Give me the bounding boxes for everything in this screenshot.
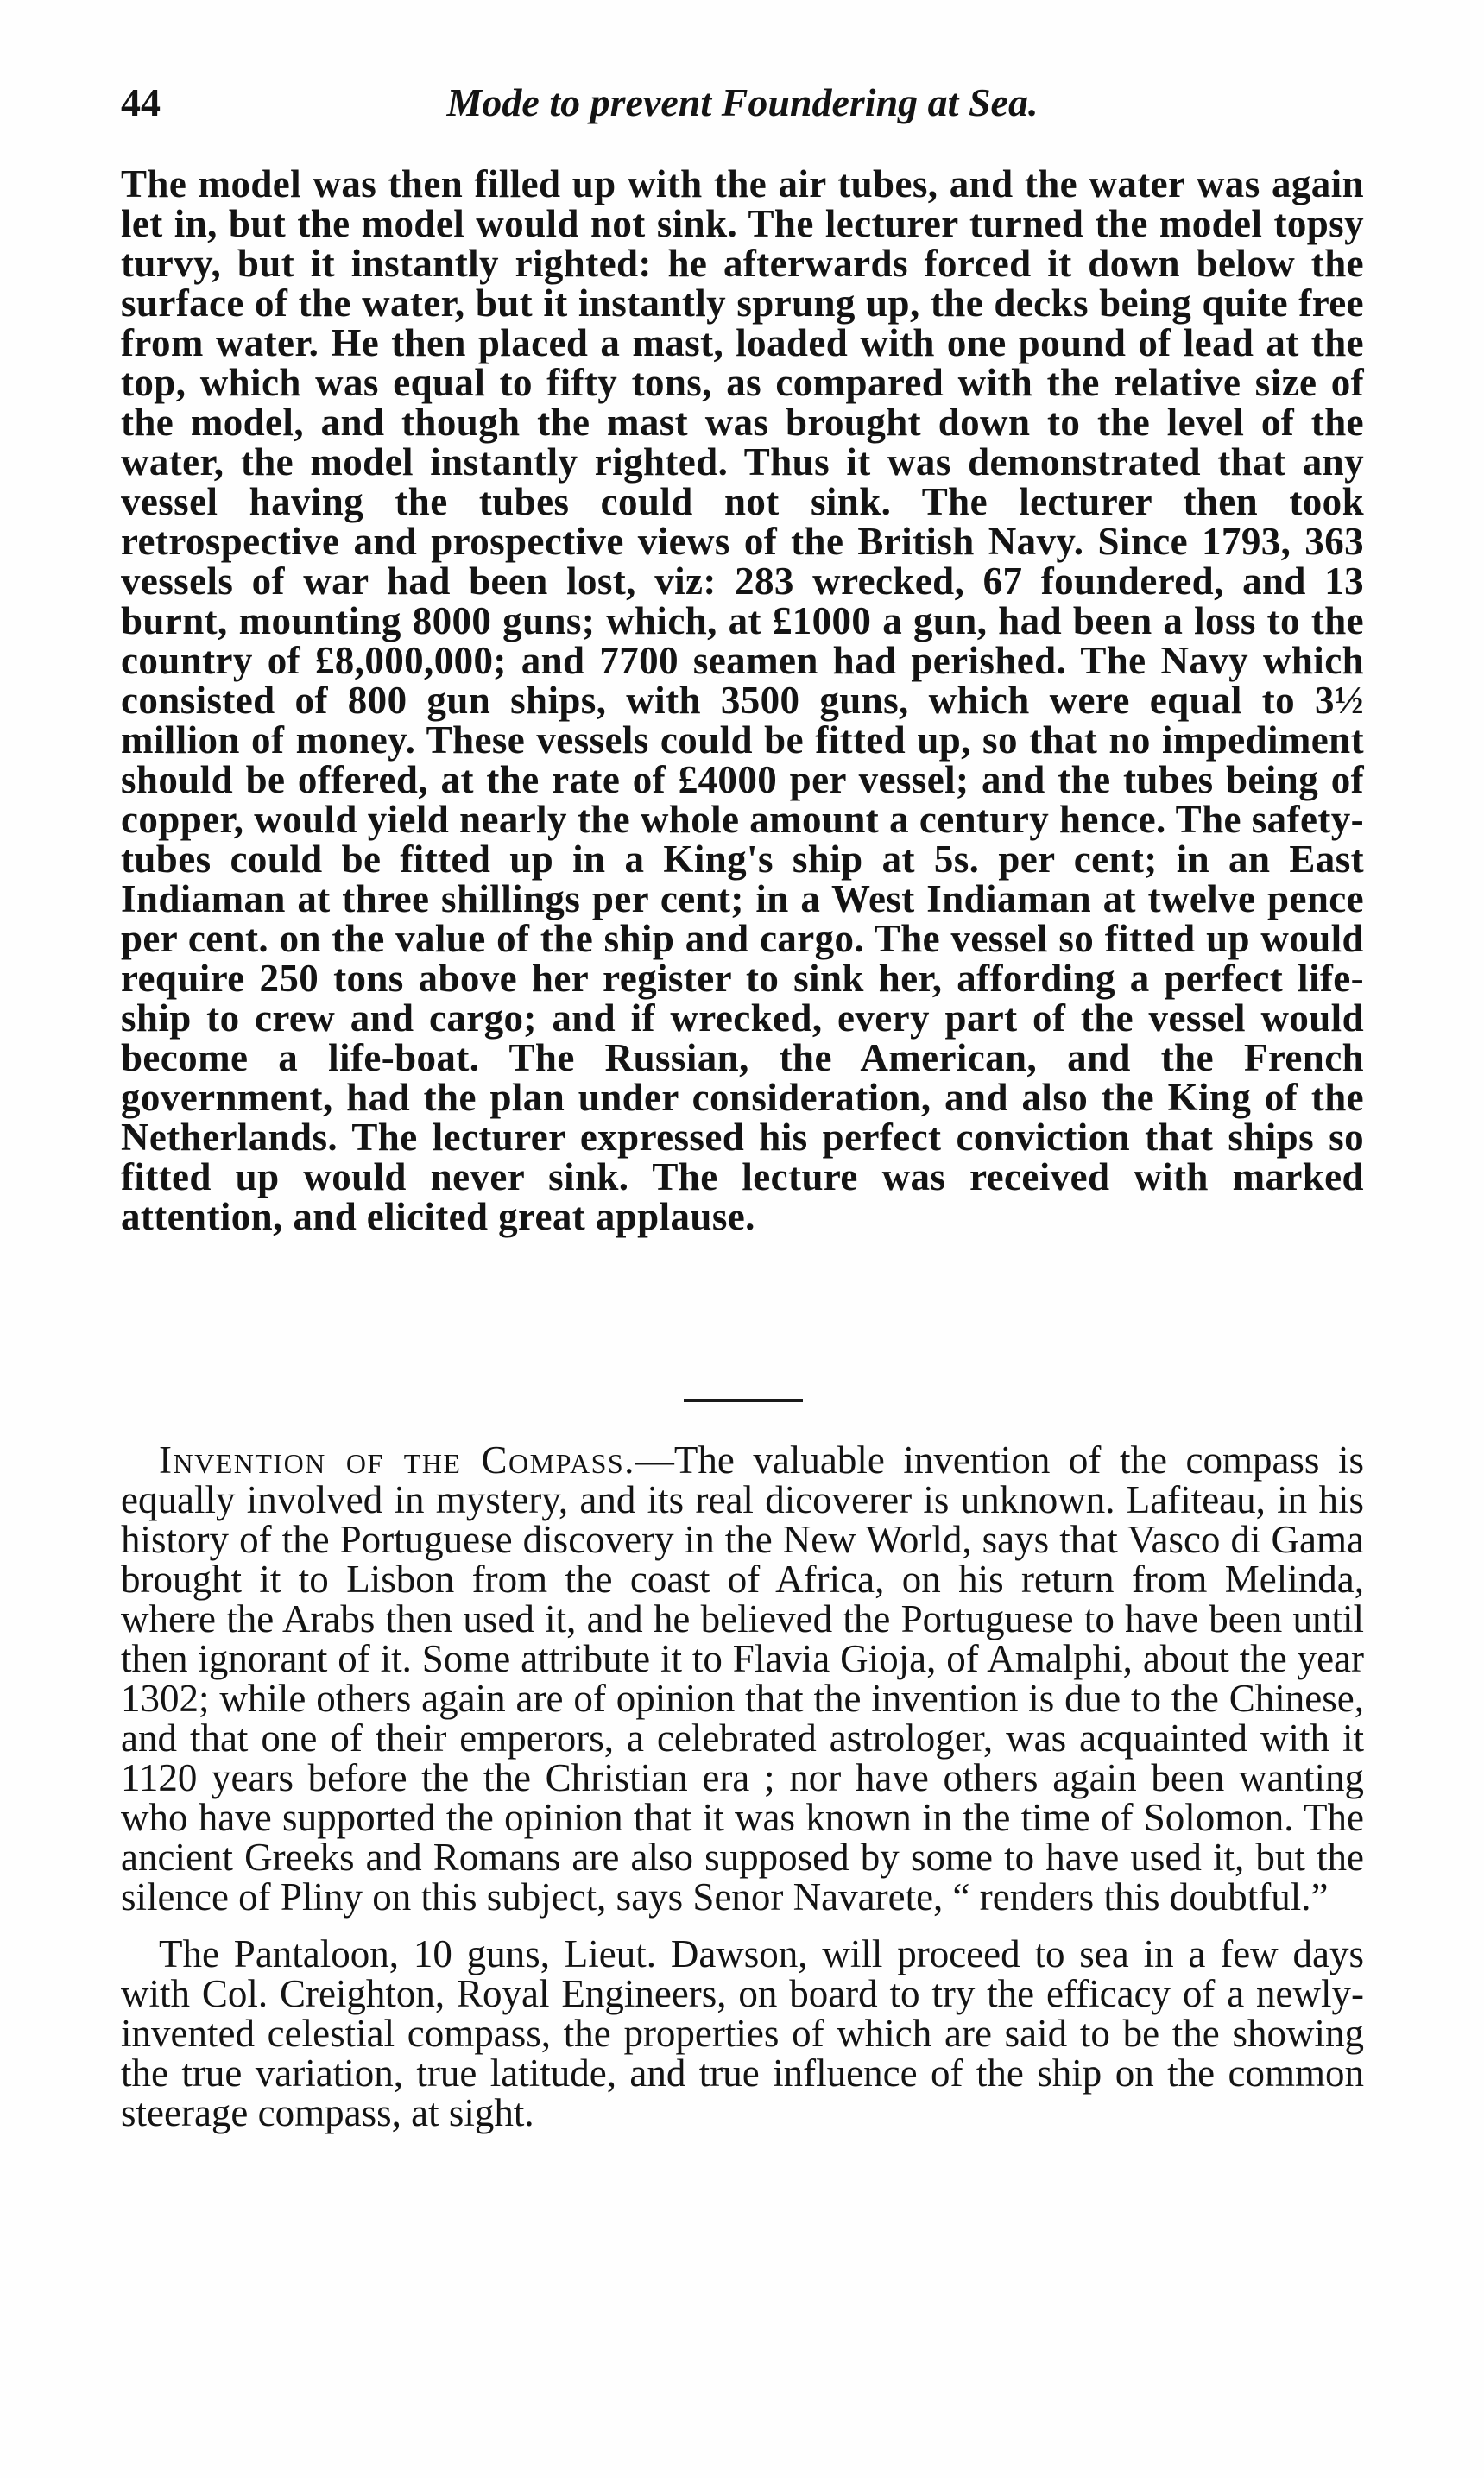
article-safety-tubes-text: The model was then filled up with the air tubes, and the water was again let in, but the model would not sink. The lecturer turned the model topsy turvy, but it instantly righted: he afterwards forced it down below the surface of the water, but it instantly sprung up, the decks being quite free from water. He then placed a mast, loaded with one pound of lead at the top, which was equal to fifty tons, as compared with the relative size of the model, and though the mast was brought down to the level of the water, the model instantly righted. Thus it was demonstrated that any vessel having the tubes could not sink. The lecturer then took retrospective and prospective views of the British Navy. Since 1793, 363 vessels of war had been lost, viz: 283 wrecked, 67 foundered, and 13 burnt, mounting 8000 guns; which, at £1000 a gun, had been a loss to the country of £8,000,000; and 7700 seamen had perished. The Navy which consisted of 800 gun ships, with 3500 guns, which were equal to 3½ million of money. These vessels could be fitted up, so that no impediment should be offered, at the rate of £4000 per vessel; and the tubes being of copper, would yield nearly the whole amount a century hence. The safety-tubes could be fitted up in a King's ship at 5s. per cent; in an East Indiaman at three shillings per cent; in a West Indiaman at twelve pence per cent. on the value of the ship and cargo. The vessel so fitted up would require 250 tons above her register to sink her, affording a perfect life-ship to crew and cargo; and if wrecked, every part of the vessel would become a life-boat. The Russian, the American, and the French government, had the plan under consideration, and also the King of the Netherlands. The lecturer expressed his perfect conviction that ships so fitted up would never sink. The lecture was received with marked attention, and elicited great applause.: [121, 162, 1364, 1238]
article-compass-history: [121, 1440, 1364, 1917]
article-safety-tubes: [121, 164, 1364, 1236]
article-compass-history-text: —The valuable invention of the compass is equally involved in mystery, and its real dicoverer is unknown. Lafiteau, in his history of the Portuguese discovery in the New World, says that Vasco di Gama brought it to Lisbon from the coast of Africa, on his return from Melinda, where the Arabs then used it, and he believed the Portuguese to have been until then ignorant of it. Some attribute it to Flavia Gioja, of Amalphi, about the year 1302; while others again are of opinion that the invention is due to the Chinese, and that one of their emperors, a celebrated astrologer, was acquainted with it 1120 years before the the Christian era ; nor have others again been wanting who have supported the opinion that it was known in the time of Solomon. The ancient Greeks and Romans are also supposed by some to have used it, but the silence of Pliny on this subject, says Senor Navarete, “ renders this doubtful.”: [121, 1438, 1364, 1919]
article-pantaloon: [121, 1934, 1364, 2133]
page-number: 44: [121, 80, 161, 124]
running-title: Mode to prevent Foundering at Sea.: [446, 80, 1039, 124]
section-divider: [684, 1399, 803, 1402]
article-pantaloon-text: The Pantaloon, 10 guns, Lieut. Dawson, will proceed to sea in a few days with Col. Creighton, Royal Engineers, on board to try the efficacy of a newly-invented celestial compass, the properties of which are said to be the showing the true variation, true latitude, and true influence of the ship on the common steerage compass, at sight.: [121, 1932, 1364, 2134]
running-head: [121, 79, 1364, 131]
article-heading: Invention of the Compass.: [159, 1438, 635, 1482]
